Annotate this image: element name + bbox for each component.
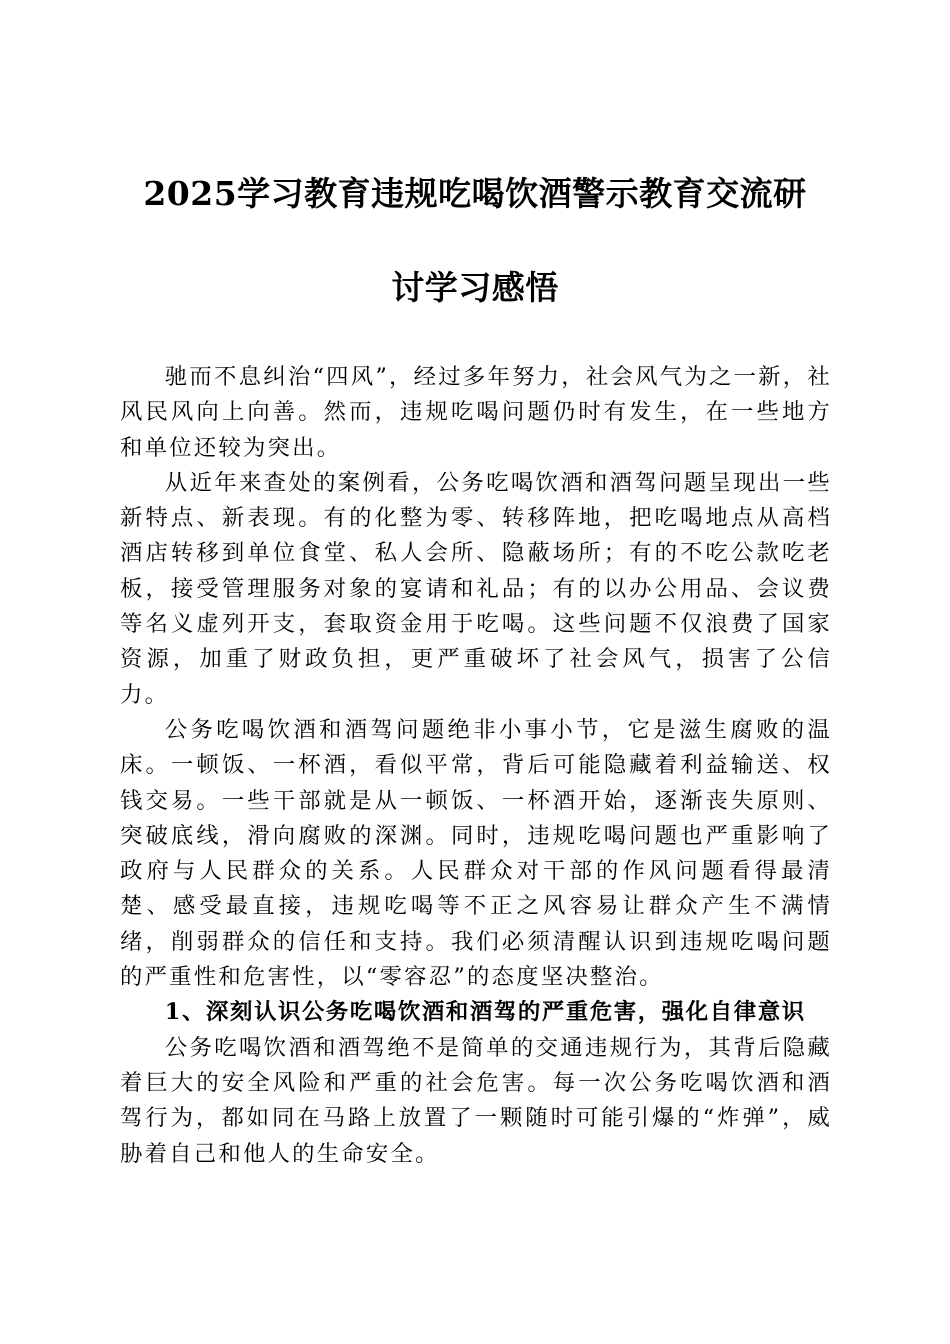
paragraph-intro: 驰而不息纠治“四风”，经过多年努力，社会风气为之一新，社风民风向上向善。然而，违规吃喝问题仍时有发生，在一些地方和单位还较为突出。 <box>120 364 832 461</box>
section-heading-1: 1、深刻认识公务吃喝饮酒和酒驾的严重危害，强化自律意识 <box>164 999 806 1026</box>
document-title-line-1: 2025学习教育违规吃喝饮酒警示教育交流研 <box>143 174 807 213</box>
paragraph-harm: 公务吃喝饮酒和酒驾问题绝非小事小节，它是滋生腐败的温床。一顿饭、一杯酒，看似平常，背后可能隐藏着利益输送、权钱交易。一些干部就是从一顿饭、一杯酒开始，逐渐丧失原则、突破底线，滑向腐败的深渊。同时，违规吃喝问题也严重影响了政府与人民群众的关系。人民群众对干部的作风问题看得最清楚、感受最直接，违规吃喝等不正之风容易让群众产生不满情绪，削弱群众的信任和支持。我们必须清醒认识到违规吃喝问题的严重性和危害性，以“零容忍”的态度坚决整治。 <box>120 716 832 991</box>
document-title-line-2: 讨学习感悟 <box>391 268 559 307</box>
paragraph-drunk-driving: 公务吃喝饮酒和酒驾绝不是简单的交通违规行为，其背后隐藏着巨大的安全风险和严重的社会危害。每一次公务吃喝饮酒和酒驾行为，都如同在马路上放置了一颗随时可能引爆的“炸弹”，威胁着自己和他人的生命安全。 <box>120 1034 832 1167</box>
paragraph-cases: 从近年来查处的案例看，公务吃喝饮酒和酒驾问题呈现出一些新特点、新表现。有的化整为零、转移阵地，把吃喝地点从高档酒店转移到单位食堂、私人会所、隐蔽场所；有的不吃公款吃老板，接受管理服务对象的宴请和礼品；有的以办公用品、会议费等名义虚列开支，套取资金用于吃喝。这些问题不仅浪费了国家资源，加重了财政负担，更严重破坏了社会风气，损害了公信力。 <box>120 469 832 708</box>
document-body <box>120 360 832 1172</box>
